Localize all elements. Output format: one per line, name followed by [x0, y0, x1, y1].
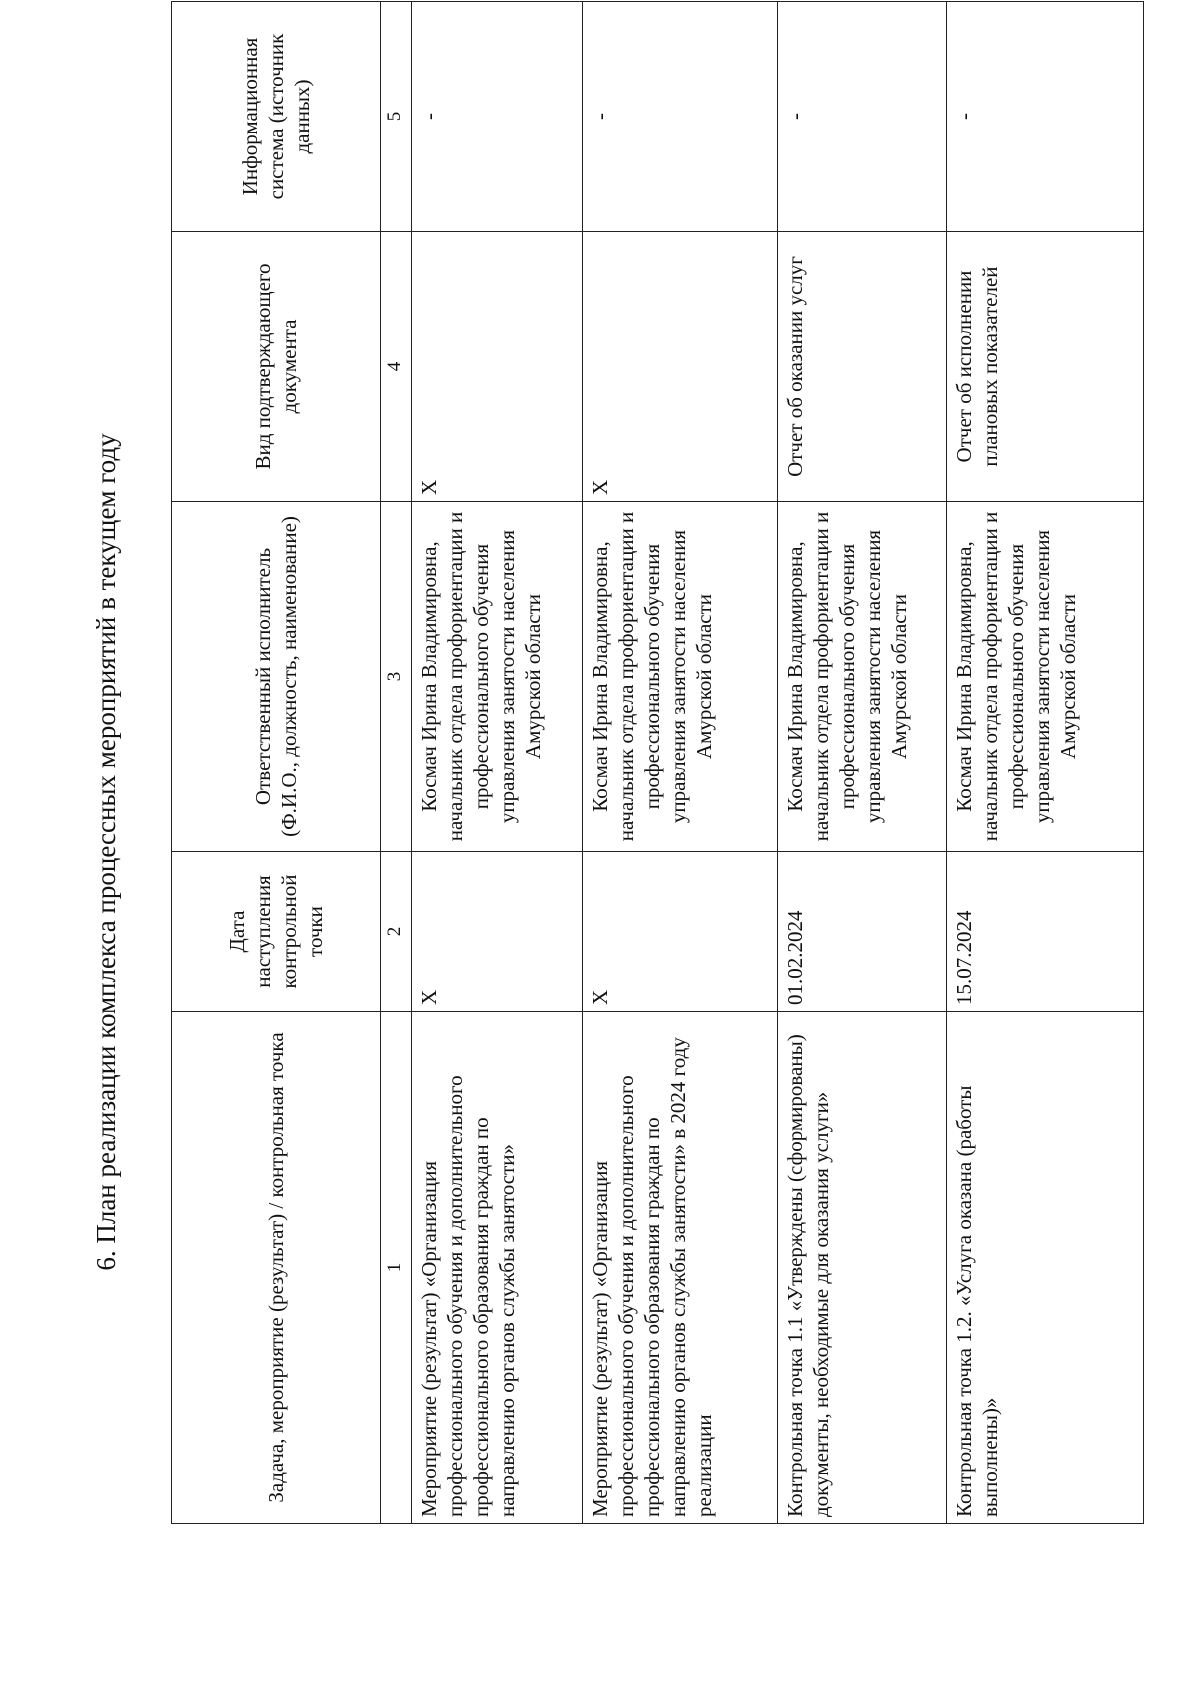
document-title: 6. План реализации комплекса процессных мероприятий в текущем году: [91, 433, 121, 1271]
column-number: 2: [381, 852, 412, 1012]
plan-table: [171, 1, 1144, 1524]
task-cell: Мероприятие (результат) «Организация профессионального обучения и дополнительного профессионального образования граждан по направлению органов службы занятости»: [412, 1012, 583, 1524]
date-cell: 15.07.2024: [947, 852, 1144, 1012]
header-task: Задача, мероприятие (результат) / контрольная точка: [172, 1012, 381, 1524]
table-row: [412, 2, 583, 1524]
task-cell: Контрольная точка 1.1 «Утверждены (сформированы) документы, необходимые для оказания услуги»: [778, 1012, 947, 1524]
header-responsible: Ответственный исполнитель (Ф.И.О., должность, наименование): [172, 502, 381, 852]
responsible-cell: Космач Ирина Владимировна, начальник отдела профориентации и профессионального обучения управления занятости населения Амурской области: [947, 502, 1144, 852]
task-cell: Мероприятие (результат) «Организация профессионального обучения и дополнительного профессионального образования граждан по направлению органов службы занятости» в 2024 году реализации: [583, 1012, 778, 1524]
header-system: Информационная система (источник данных): [172, 2, 381, 232]
document-cell: Отчет об оказании услуг: [778, 232, 947, 502]
document-cell: X: [412, 232, 583, 502]
header-row: [172, 2, 381, 1524]
system-cell: -: [583, 2, 778, 232]
responsible-cell: Космач Ирина Владимировна, начальник отдела профориентации и профессионального обучения управления занятости населения Амурской области: [778, 502, 947, 852]
responsible-cell: Космач Ирина Владимировна, начальник отдела профориентации и профессионального обучения управления занятости населения Амурской области: [583, 502, 778, 852]
responsible-cell: Космач Ирина Владимировна, начальник отдела профориентации и профессионального обучения управления занятости населения Амурской области: [412, 502, 583, 852]
task-cell: Контрольная точка 1.2. «Услуга оказана (работы выполнены)»: [947, 1012, 1144, 1524]
table-row: [778, 2, 947, 1524]
date-cell: X: [583, 852, 778, 1012]
column-number: 4: [381, 232, 412, 502]
table-row: [583, 2, 778, 1524]
header-date: Дата наступления контрольной точки: [172, 852, 381, 1012]
system-cell: -: [947, 2, 1144, 232]
column-number-row: [381, 2, 412, 1524]
document-cell: Отчет об исполнении плановых показателей: [947, 232, 1144, 502]
system-cell: -: [778, 2, 947, 232]
column-number: 5: [381, 2, 412, 232]
document-cell: X: [583, 232, 778, 502]
header-document: Вид подтверждающего документа: [172, 232, 381, 502]
system-cell: -: [412, 2, 583, 232]
date-cell: X: [412, 852, 583, 1012]
table-row: [947, 2, 1144, 1524]
column-number: 3: [381, 502, 412, 852]
date-cell: 01.02.2024: [778, 852, 947, 1012]
column-number: 1: [381, 1012, 412, 1524]
